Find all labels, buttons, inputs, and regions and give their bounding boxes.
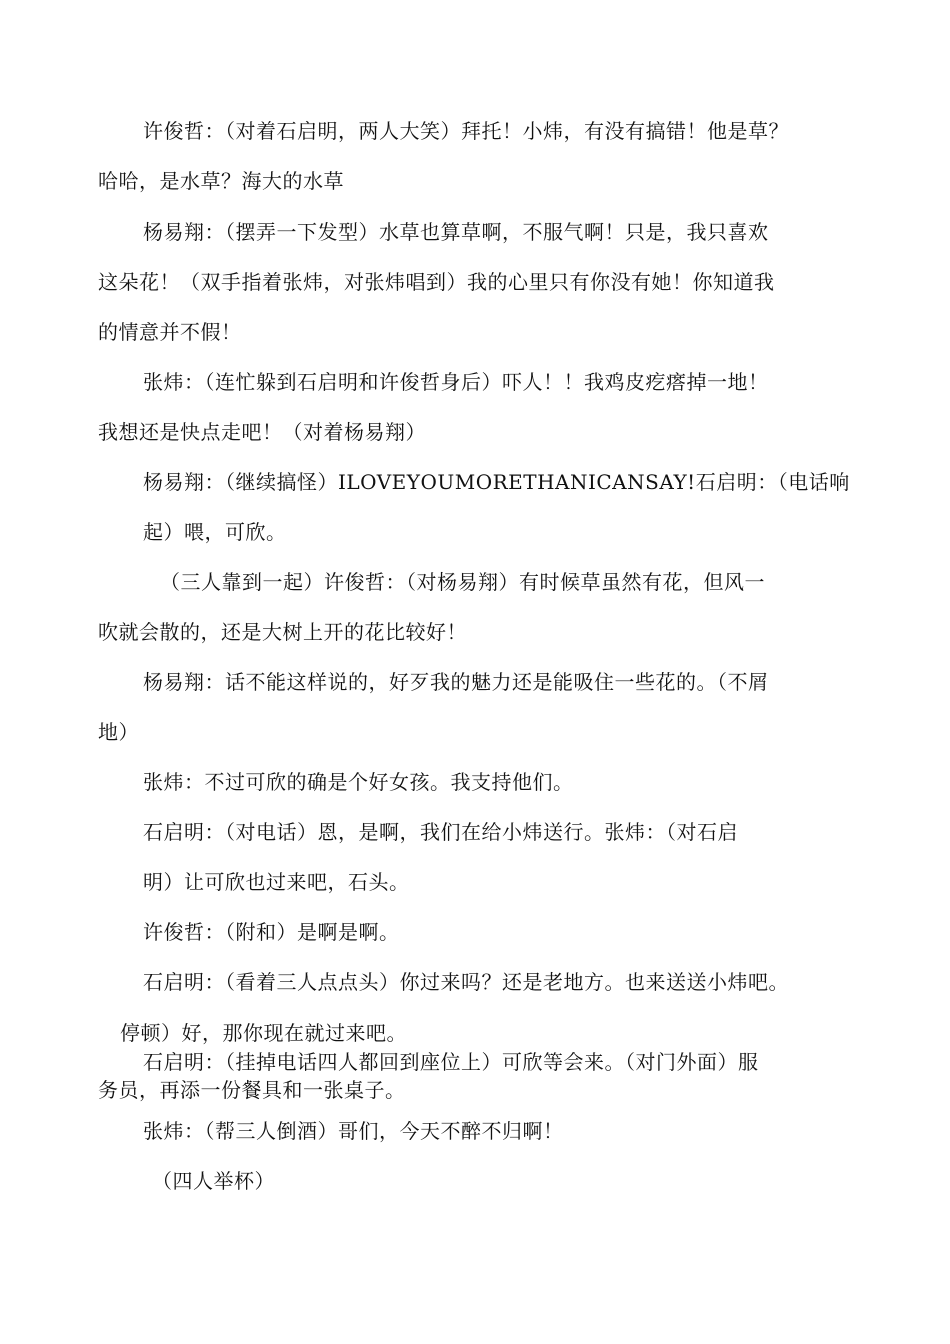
text-line: 许俊哲：（附和）是啊是啊。 — [143, 920, 400, 944]
text-line: 杨易翔：话不能这样说的，好歹我的魅力还是能吸住一些花的。（不屑 — [143, 670, 769, 694]
text-line: 起）喂，可欣。 — [143, 520, 287, 544]
text-line: 这朵花！（双手指着张炜，对张炜唱到）我的心里只有你没有她！你知道我 — [98, 270, 775, 294]
text-line: 停顿）好，那你现在就过来吧。 — [120, 1021, 407, 1045]
text-line: 哈哈，是水草？海大的水草 — [98, 169, 344, 193]
text-line: 石启明：（挂掉电话四人都回到座位上）可欣等会来。（对门外面）服 — [143, 1050, 759, 1074]
text-line: 杨易翔：（摆弄一下发型）水草也算草啊，不服气啊！只是，我只喜欢 — [143, 220, 769, 244]
text-line: 的情意并不假！ — [98, 320, 242, 344]
text-line: （三人靠到一起）许俊哲：（对杨易翔）有时候草虽然有花，但风一 — [160, 570, 765, 594]
text-line: 务员，再添一份餐具和一张桌子。 — [98, 1078, 406, 1102]
text-line: 明）让可欣也过来吧，石头。 — [143, 870, 410, 894]
text-line: 石启明：（看着三人点点头）你过来吗？还是老地方。也来送送小炜吧。 — [143, 970, 789, 994]
text-line: （四人举杯） — [152, 1169, 275, 1193]
text-line: 地） — [98, 720, 139, 744]
text-line: 张炜：（帮三人倒酒）哥们，今天不醉不归啊！ — [143, 1119, 564, 1143]
text-line: 许俊哲：（对着石启明，两人大笑）拜托！小炜，有没有搞错！他是草？ — [143, 119, 789, 143]
text-line: 我想还是快点走吧！（对着杨易翔） — [98, 420, 426, 444]
text-line: 张炜：不过可欣的确是个好女孩。我支持他们。 — [143, 770, 574, 794]
text-line: 张炜：（连忙躲到石启明和许俊哲身后）吓人！！我鸡皮疙瘩掉一地！ — [143, 370, 769, 394]
text-line: 杨易翔：（继续搞怪）ILOVEYOUMORETHANICANSAY!石启明：（电话响 — [143, 470, 850, 494]
text-line: 石启明：（对电话）恩，是啊，我们在给小炜送行。张炜：（对石启 — [143, 820, 738, 844]
text-line: 吹就会散的，还是大树上开的花比较好！ — [98, 620, 467, 644]
